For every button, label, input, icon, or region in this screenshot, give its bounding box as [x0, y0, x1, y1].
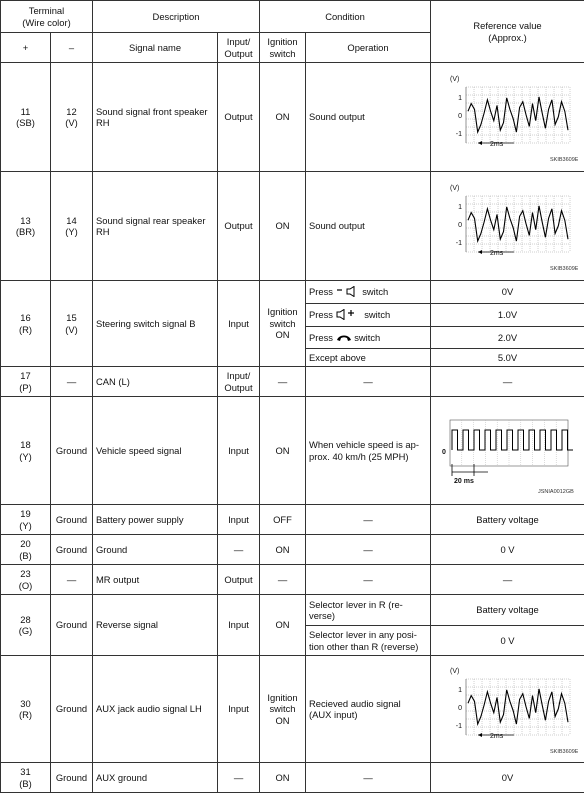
volume-up-icon: [336, 309, 358, 320]
op-text: Press: [309, 309, 333, 321]
volume-down-icon: [336, 286, 360, 297]
reference-value: —: [431, 367, 584, 397]
signal-name: Ground: [93, 535, 218, 565]
time-scale-label: 2ms: [489, 250, 503, 257]
ignition-value: —: [260, 565, 306, 595]
wave-tick-label: 1: [457, 204, 462, 211]
io-value: Input/ Output: [218, 367, 260, 397]
io-value: Output: [218, 172, 260, 281]
io-value: Output: [218, 565, 260, 595]
operation-value: Selector lever in any posi- tion other than R (reverse): [306, 626, 431, 656]
signal-name: Sound signal front speaker RH: [93, 63, 218, 172]
arrow-left: [478, 733, 482, 737]
operation-header: Operation: [306, 33, 431, 63]
minus-terminal: Ground: [51, 656, 93, 763]
reference-value: 1.0V: [431, 304, 584, 327]
figure-code: SKIB3609E: [549, 266, 578, 272]
signal-name: MR output: [93, 565, 218, 595]
minus-terminal: 12 (V): [51, 63, 93, 172]
minus-terminal: Ground: [51, 595, 93, 656]
signal-name: Battery power supply: [93, 505, 218, 535]
description-header: Description: [93, 1, 260, 33]
operation-value: —: [306, 535, 431, 565]
operation-value: When vehicle speed is ap- prox. 40 km/h (25 MPH): [306, 397, 431, 505]
signal-name: AUX ground: [93, 763, 218, 793]
ignition-value: ON: [260, 172, 306, 281]
zero-label: 0: [441, 448, 446, 456]
operation-value: —: [306, 565, 431, 595]
reference-waveform: [431, 656, 584, 763]
operation-value: [306, 281, 431, 304]
operation-value: —: [306, 763, 431, 793]
table-row: [1, 565, 584, 595]
reference-value: 0 V: [431, 535, 584, 565]
plus-terminal: 31 (B): [1, 763, 51, 793]
io-value: Input: [218, 595, 260, 656]
reference-value: 0V: [431, 763, 584, 793]
table-row: [1, 535, 584, 565]
reference-value: Battery voltage: [431, 595, 584, 626]
time-scale-label: 20 ms: [453, 477, 474, 485]
io-header: Input/ Output: [218, 33, 260, 63]
plus-terminal: 11 (SB): [1, 63, 51, 172]
ignition-value: ON: [260, 595, 306, 656]
reference-waveform: [431, 63, 584, 172]
table-row: [1, 367, 584, 397]
reference-waveform: [431, 397, 584, 505]
figure-code: JSNIA0012GB: [537, 488, 574, 495]
minus-terminal: Ground: [51, 397, 93, 505]
pulse-trace: [452, 430, 573, 450]
wave-unit-label: (V): [449, 76, 459, 83]
plus-terminal: 28 (G): [1, 595, 51, 656]
plus-terminal: 13 (BR): [1, 172, 51, 281]
table-row: [1, 505, 584, 535]
plus-header: +: [1, 33, 51, 63]
reference-value: 5.0V: [431, 349, 584, 367]
pulse-grid: [450, 420, 568, 466]
table-row: [1, 763, 584, 793]
reference-value: —: [431, 565, 584, 595]
wave-tick-label: -1: [455, 131, 462, 138]
io-value: —: [218, 535, 260, 565]
phone-icon: [336, 333, 352, 342]
operation-value: [306, 327, 431, 349]
io-value: Input: [218, 505, 260, 535]
minus-terminal: Ground: [51, 535, 93, 565]
signal-name: Vehicle speed signal: [93, 397, 218, 505]
plus-terminal: 19 (Y): [1, 505, 51, 535]
wave-unit-label: (V): [449, 185, 459, 192]
reference-value: Battery voltage: [431, 505, 584, 535]
reference-header: Reference value (Approx.): [431, 1, 584, 63]
wave-tick-label: 0: [457, 705, 462, 712]
minus-terminal: —: [51, 565, 93, 595]
table-row: [1, 63, 584, 172]
reference-value: 0 V: [431, 626, 584, 656]
condition-header: Condition: [260, 1, 431, 33]
signal-name: Sound signal rear speaker RH: [93, 172, 218, 281]
wave-tick-label: 0: [457, 222, 462, 229]
terminal-header: Terminal (Wire color): [1, 1, 93, 33]
minus-terminal: 15 (V): [51, 281, 93, 367]
wave-tick-label: 0: [457, 113, 462, 120]
wave-unit-label: (V): [449, 668, 459, 675]
reference-waveform: [431, 172, 584, 281]
operation-value: Sound output: [306, 172, 431, 281]
arrow-left: [478, 141, 482, 145]
audio-waveform-graphic: [438, 176, 578, 276]
op-text: switch: [364, 309, 391, 321]
table-row: [1, 172, 584, 281]
arrow-left: [478, 250, 482, 254]
ignition-value: Ignition switch ON: [260, 656, 306, 763]
operation-value: Selector lever in R (re- verse): [306, 595, 431, 626]
minus-terminal: —: [51, 367, 93, 397]
operation-value: —: [306, 505, 431, 535]
op-text: Press: [309, 331, 333, 343]
table-row: [1, 281, 584, 304]
ignition-value: ON: [260, 63, 306, 172]
wave-tick-label: -1: [455, 723, 462, 730]
operation-value: Except above: [306, 349, 431, 367]
reference-value: 2.0V: [431, 327, 584, 349]
ignition-header: Ignition switch: [260, 33, 306, 63]
time-scale-label: 2ms: [489, 141, 503, 148]
reference-value: 0V: [431, 281, 584, 304]
io-value: Output: [218, 63, 260, 172]
wave-tick-label: 1: [457, 95, 462, 102]
plus-terminal: 18 (Y): [1, 397, 51, 505]
time-scale-label: 2ms: [489, 733, 503, 740]
signal-name: Steering switch signal B: [93, 281, 218, 367]
ignition-value: Ignition switch ON: [260, 281, 306, 367]
op-text: Press: [309, 286, 333, 298]
ignition-value: ON: [260, 763, 306, 793]
wave-tick-label: 1: [457, 687, 462, 694]
io-value: —: [218, 763, 260, 793]
operation-value: Sound output: [306, 63, 431, 172]
io-value: Input: [218, 397, 260, 505]
minus-terminal: Ground: [51, 763, 93, 793]
op-text: switch: [354, 331, 381, 343]
table-row: [1, 397, 584, 505]
io-value: Input: [218, 656, 260, 763]
figure-code: SKIB3609E: [549, 157, 578, 163]
ignition-value: ON: [260, 397, 306, 505]
op-text: switch: [362, 286, 389, 298]
ignition-value: OFF: [260, 505, 306, 535]
table-row: [1, 656, 584, 763]
signal-name: AUX jack audio signal LH: [93, 656, 218, 763]
ignition-value: ON: [260, 535, 306, 565]
operation-value: —: [306, 367, 431, 397]
pulse-waveform-graphic: [438, 402, 578, 500]
plus-terminal: 20 (B): [1, 535, 51, 565]
plus-terminal: 17 (P): [1, 367, 51, 397]
minus-terminal: Ground: [51, 505, 93, 535]
signal-name: Reverse signal: [93, 595, 218, 656]
figure-code: SKIB3609E: [549, 749, 578, 755]
table-row: [1, 595, 584, 626]
ignition-value: —: [260, 367, 306, 397]
plus-terminal: 23 (O): [1, 565, 51, 595]
operation-value: Recieved audio signal (AUX input): [306, 656, 431, 763]
operation-value: [306, 304, 431, 327]
plus-terminal: 30 (R): [1, 656, 51, 763]
minus-terminal: 14 (Y): [51, 172, 93, 281]
audio-waveform-graphic: [438, 67, 578, 167]
signal-name: CAN (L): [93, 367, 218, 397]
minus-header: –: [51, 33, 93, 63]
io-value: Input: [218, 281, 260, 367]
audio-waveform-graphic: [438, 659, 578, 759]
signal-name-header: Signal name: [93, 33, 218, 63]
plus-terminal: 16 (R): [1, 281, 51, 367]
wave-tick-label: -1: [455, 240, 462, 247]
